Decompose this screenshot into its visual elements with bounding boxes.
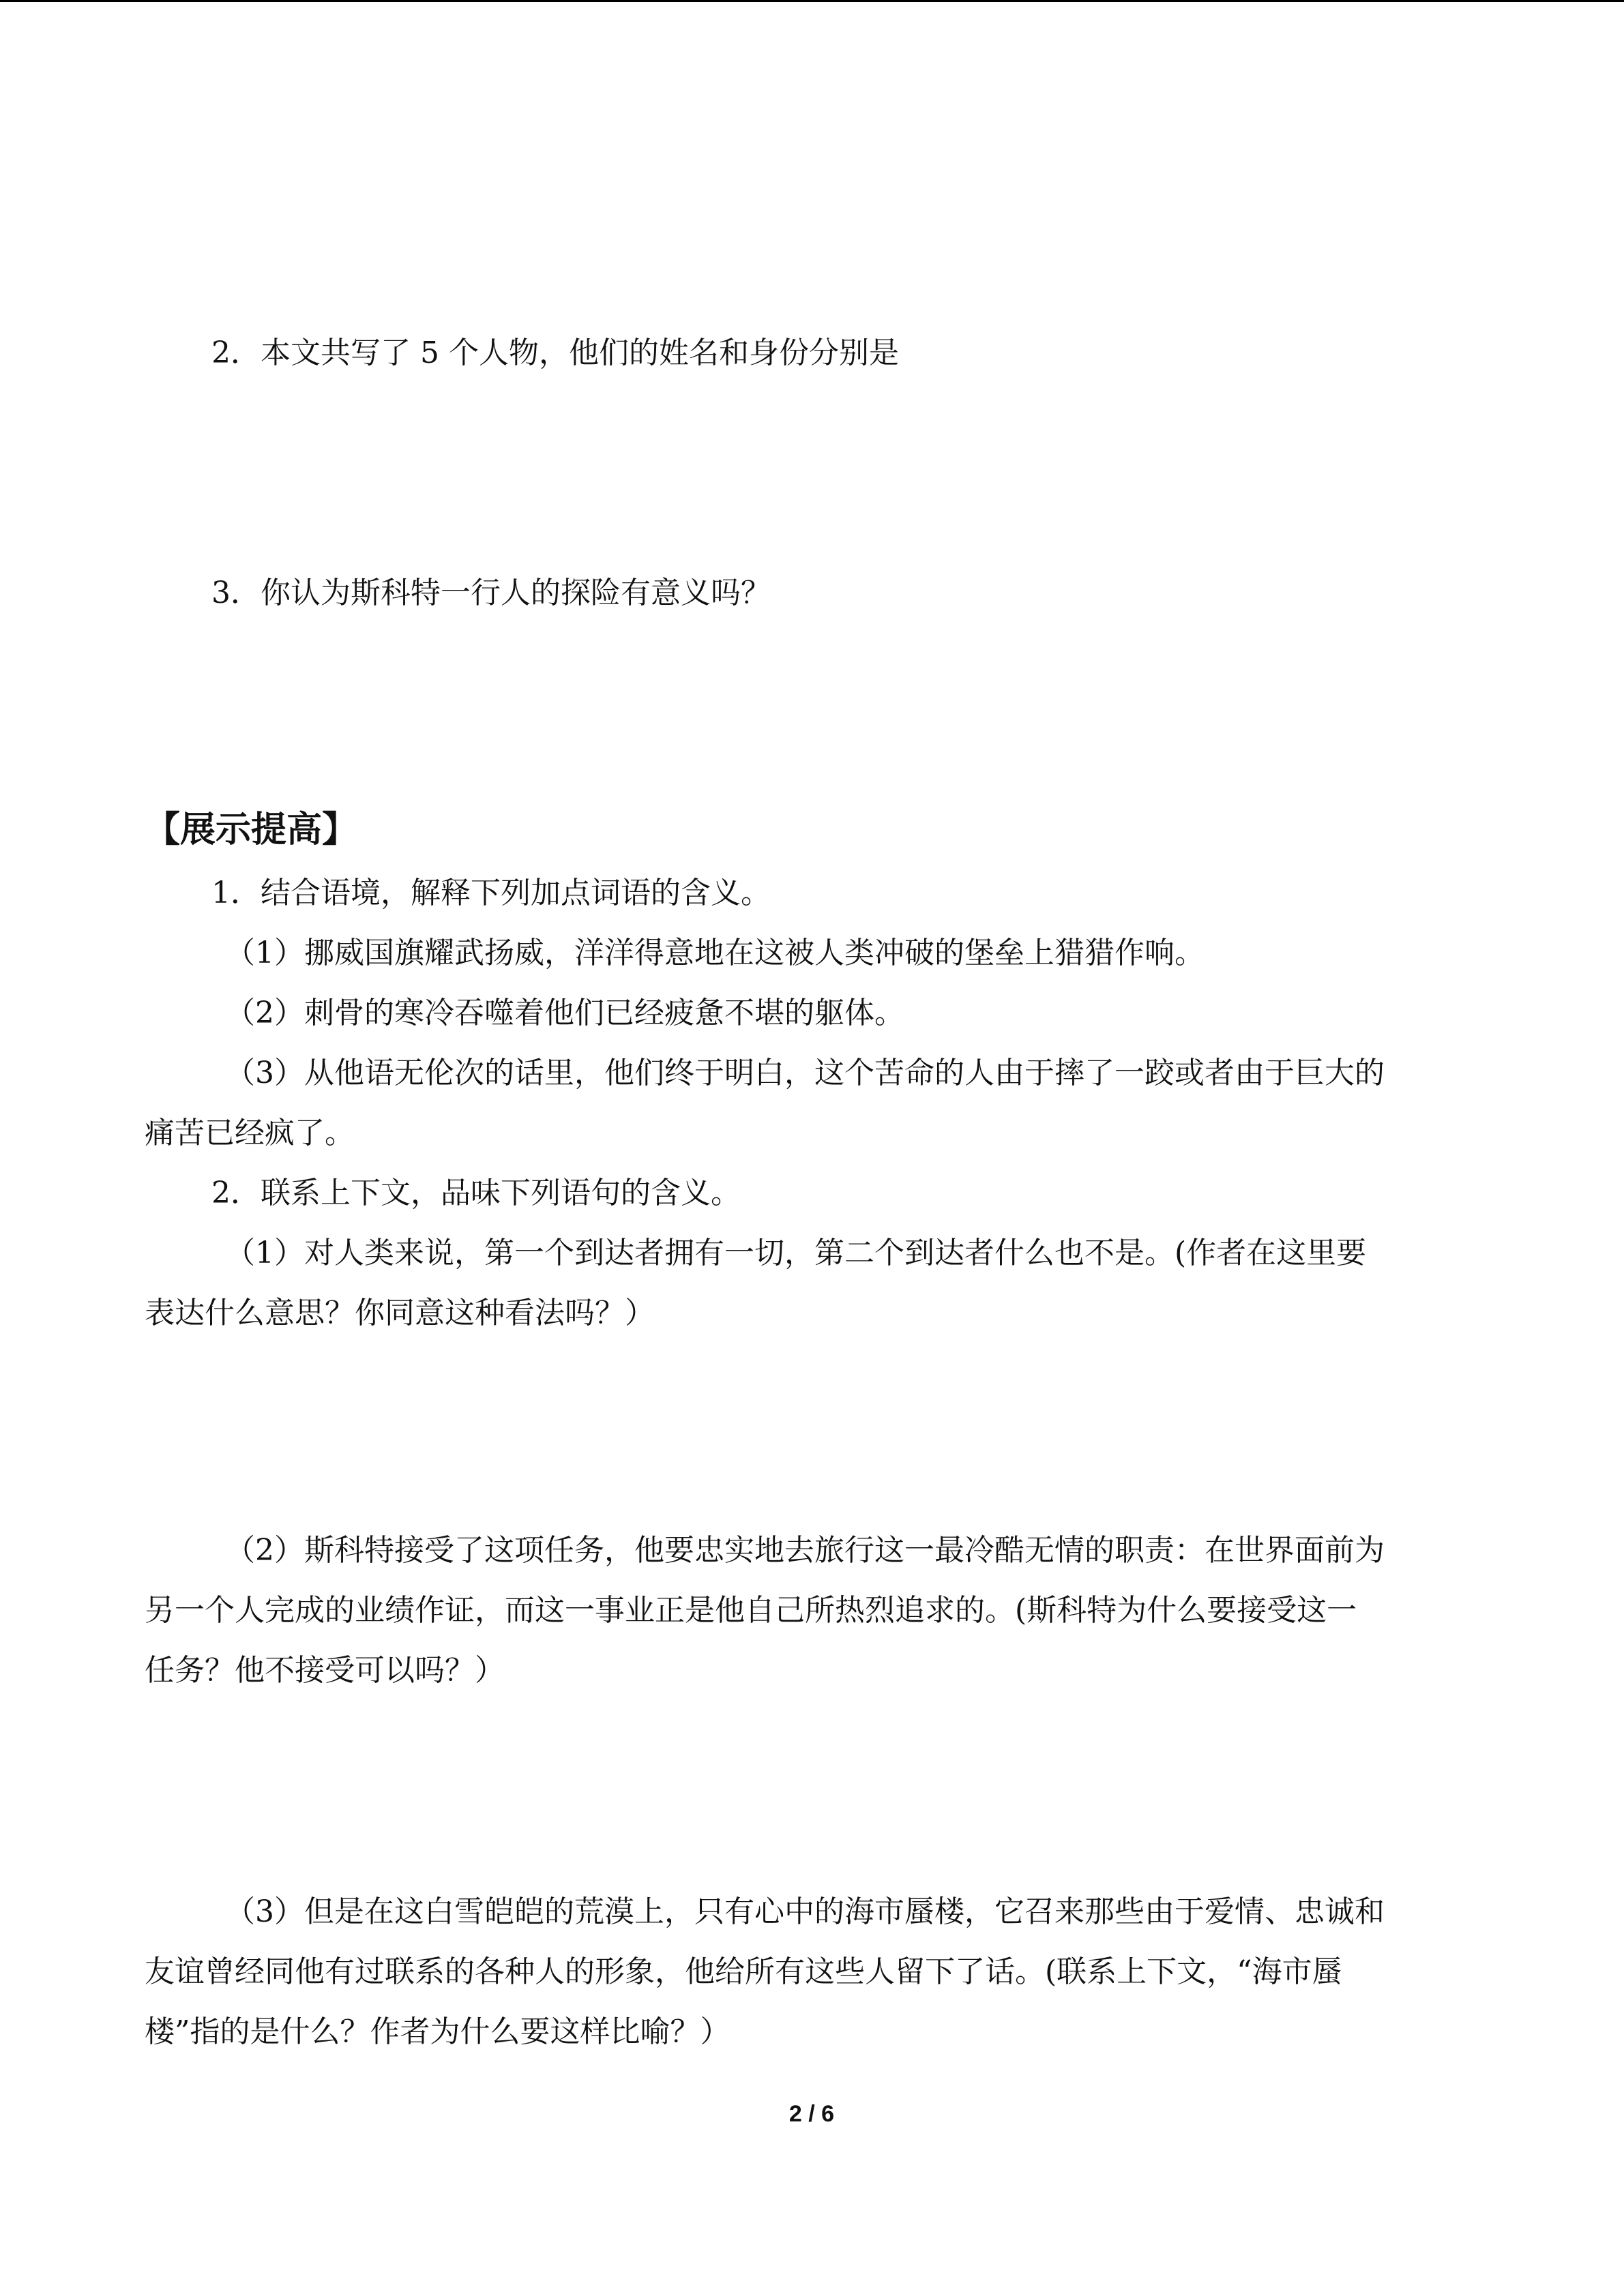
question-2: 2．本文共写了 5 个人物，他们的姓名和身份分别是 [211, 336, 899, 370]
item-2-sentence-3-line-3: 楼”指的是什么？作者为什么要这样比喻？） [145, 2014, 730, 2049]
item-1-sentence-1: （1）挪威国旗耀武扬威，洋洋得意地在这被人类冲破的堡垒上猎猎作响。 [225, 936, 1205, 970]
item-2-sentence-2-line-3: 任务？他不接受可以吗？） [145, 1653, 505, 1688]
page-top-border [0, 0, 1624, 2]
item-2-sentence-2-line-2: 另一个人完成的业绩作证，而这一事业正是他自己所热烈追求的。(斯科特为什么要接受这一 [145, 1593, 1357, 1628]
item-2-sentence-1-line-2: 表达什么意思？你同意这种看法吗？） [145, 1296, 655, 1330]
page-number: 2 / 6 [788, 2101, 835, 2127]
question-3: 3．你认为斯科特一行人的探险有意义吗？ [211, 576, 771, 610]
item-2-sentence-1-line-1: （1）对人类来说，第一个到达者拥有一切，第二个到达者什么也不是。(作者在这里要 [225, 1236, 1367, 1270]
item-2-sentence-3-line-2: 友谊曾经同他有过联系的各种人的形象，他给所有这些人留下了话。(联系上下文，“海市蜃 [145, 1954, 1342, 1989]
item-2-sentence-2-line-1: （2）斯科特接受了这项任务，他要忠实地去旅行这一最冷酷无情的职责：在世界面前为 [225, 1533, 1385, 1568]
item-1-prompt: 1．结合语境，解释下列加点词语的含义。 [211, 876, 771, 910]
item-1-sentence-3-line-1: （3）从他语无伦次的话里，他们终于明白，这个苦命的人由于摔了一跤或者由于巨大的 [225, 1056, 1385, 1090]
section-heading: 【展示提高】 [145, 809, 358, 850]
item-2-prompt: 2．联系上下文，品味下列语句的含义。 [211, 1176, 741, 1210]
item-2-sentence-3-line-1: （3）但是在这白雪皑皑的荒漠上，只有心中的海市蜃楼，它召来那些由于爱情、忠诚和 [225, 1894, 1385, 1929]
item-1-sentence-2: （2）刺骨的寒冷吞噬着他们已经疲惫不堪的躯体。 [225, 996, 904, 1030]
item-1-sentence-3-line-2: 痛苦已经疯了。 [145, 1116, 355, 1150]
